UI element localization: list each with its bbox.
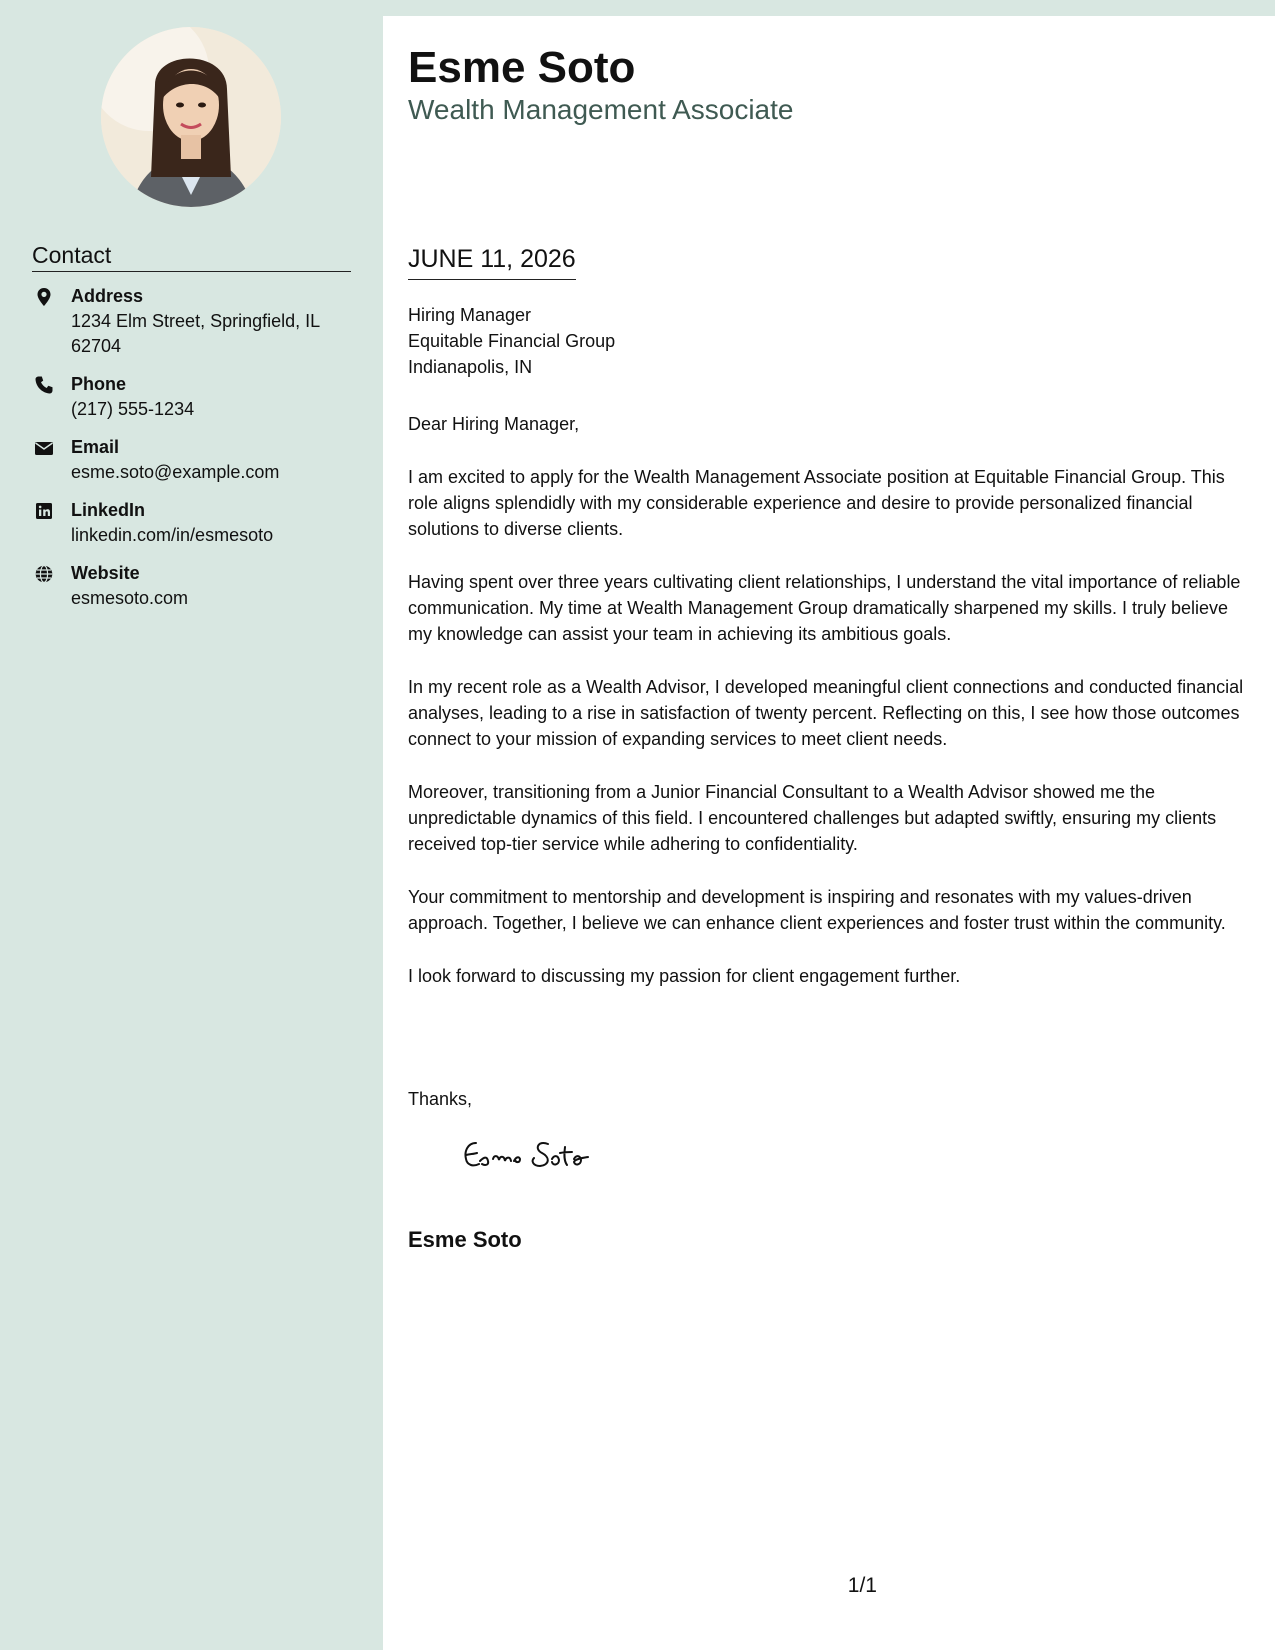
envelope-icon (34, 438, 54, 458)
contact-value-address: 1234 Elm Street, Springfield, IL 62704 (71, 311, 320, 356)
contact-item-website (32, 561, 362, 611)
body-paragraph: Moreover, transitioning from a Junior Financial Consultant to a Wealth Advisor showed me the unpredictable dynamics of this field. I encountered challenges but adapted swiftly, ensuring my clients received top-tier service while adhering to confidentiality. (408, 782, 1217, 854)
body-paragraph: In my recent role as a Wealth Advisor, I developed meaningful client connections and conducted financial analyses, leading to a rise in satisfaction of twenty percent. Reflecting on this, I see how those outcomes connect to your mission of expanding services to meet client needs. (408, 677, 1244, 749)
letter-date: JUNE 11, 2026 (408, 244, 576, 280)
contact-value-linkedin[interactable]: linkedin.com/in/esmesoto (71, 525, 274, 545)
contact-value-phone: (217) 555-1234 (71, 399, 195, 419)
contact-item-address (32, 284, 362, 359)
contact-label-address: Address (71, 286, 144, 306)
closing: Thanks, (408, 1089, 473, 1109)
applicant-name: Esme Soto (408, 43, 636, 92)
signature-name: Esme Soto (408, 1227, 522, 1252)
handwritten-signature (458, 1131, 628, 1179)
globe-icon (34, 564, 54, 584)
body-paragraph: I am excited to apply for the Wealth Management Associate position at Equitable Financial Group. This role aligns splendidly with my considerable experience and desire to provide personalized financial solutions to diverse clients. (408, 467, 1225, 539)
contact-label-phone: Phone (71, 374, 127, 394)
linkedin-icon (34, 501, 54, 521)
contact-label-website: Website (71, 563, 140, 583)
contact-value-website[interactable]: esmesoto.com (71, 588, 189, 608)
body-paragraph: Having spent over three years cultivating client relationships, I understand the vital importance of reliable communication. My time at Wealth Management Group dramatically sharpened my skills. I truly believe my knowledge can assist your team in achieving its ambitious goals. (408, 572, 1241, 644)
recipient-line: Indianapolis, IN (408, 357, 533, 377)
recipient-block (408, 302, 615, 380)
contact-label-linkedin: LinkedIn (71, 500, 146, 520)
contact-list (32, 284, 362, 624)
salutation: Dear Hiring Manager, (408, 414, 580, 434)
contact-item-phone (32, 372, 362, 422)
body-paragraph: Your commitment to mentorship and development is inspiring and resonates with my values-driven approach. Together, I believe we can enhance client experiences and foster trust within the community. (408, 887, 1226, 933)
letter-page (383, 16, 1275, 1650)
recipient-line: Hiring Manager (408, 305, 532, 325)
contact-heading: Contact (32, 241, 351, 272)
letter-body (408, 411, 1253, 1016)
body-paragraph: I look forward to discussing my passion for client engagement further. (408, 966, 961, 986)
contact-item-linkedin (32, 498, 362, 548)
profile-photo-image (101, 27, 281, 207)
job-title: Wealth Management Associate (408, 94, 794, 125)
sidebar (0, 0, 383, 1650)
contact-value-email[interactable]: esme.soto@example.com (71, 462, 280, 482)
recipient-line: Equitable Financial Group (408, 331, 616, 351)
phone-icon (34, 375, 54, 395)
contact-item-email (32, 435, 362, 485)
page-number: 1/1 (847, 1574, 877, 1597)
contact-label-email: Email (71, 437, 120, 457)
location-pin-icon (34, 287, 54, 307)
profile-photo (101, 27, 281, 207)
